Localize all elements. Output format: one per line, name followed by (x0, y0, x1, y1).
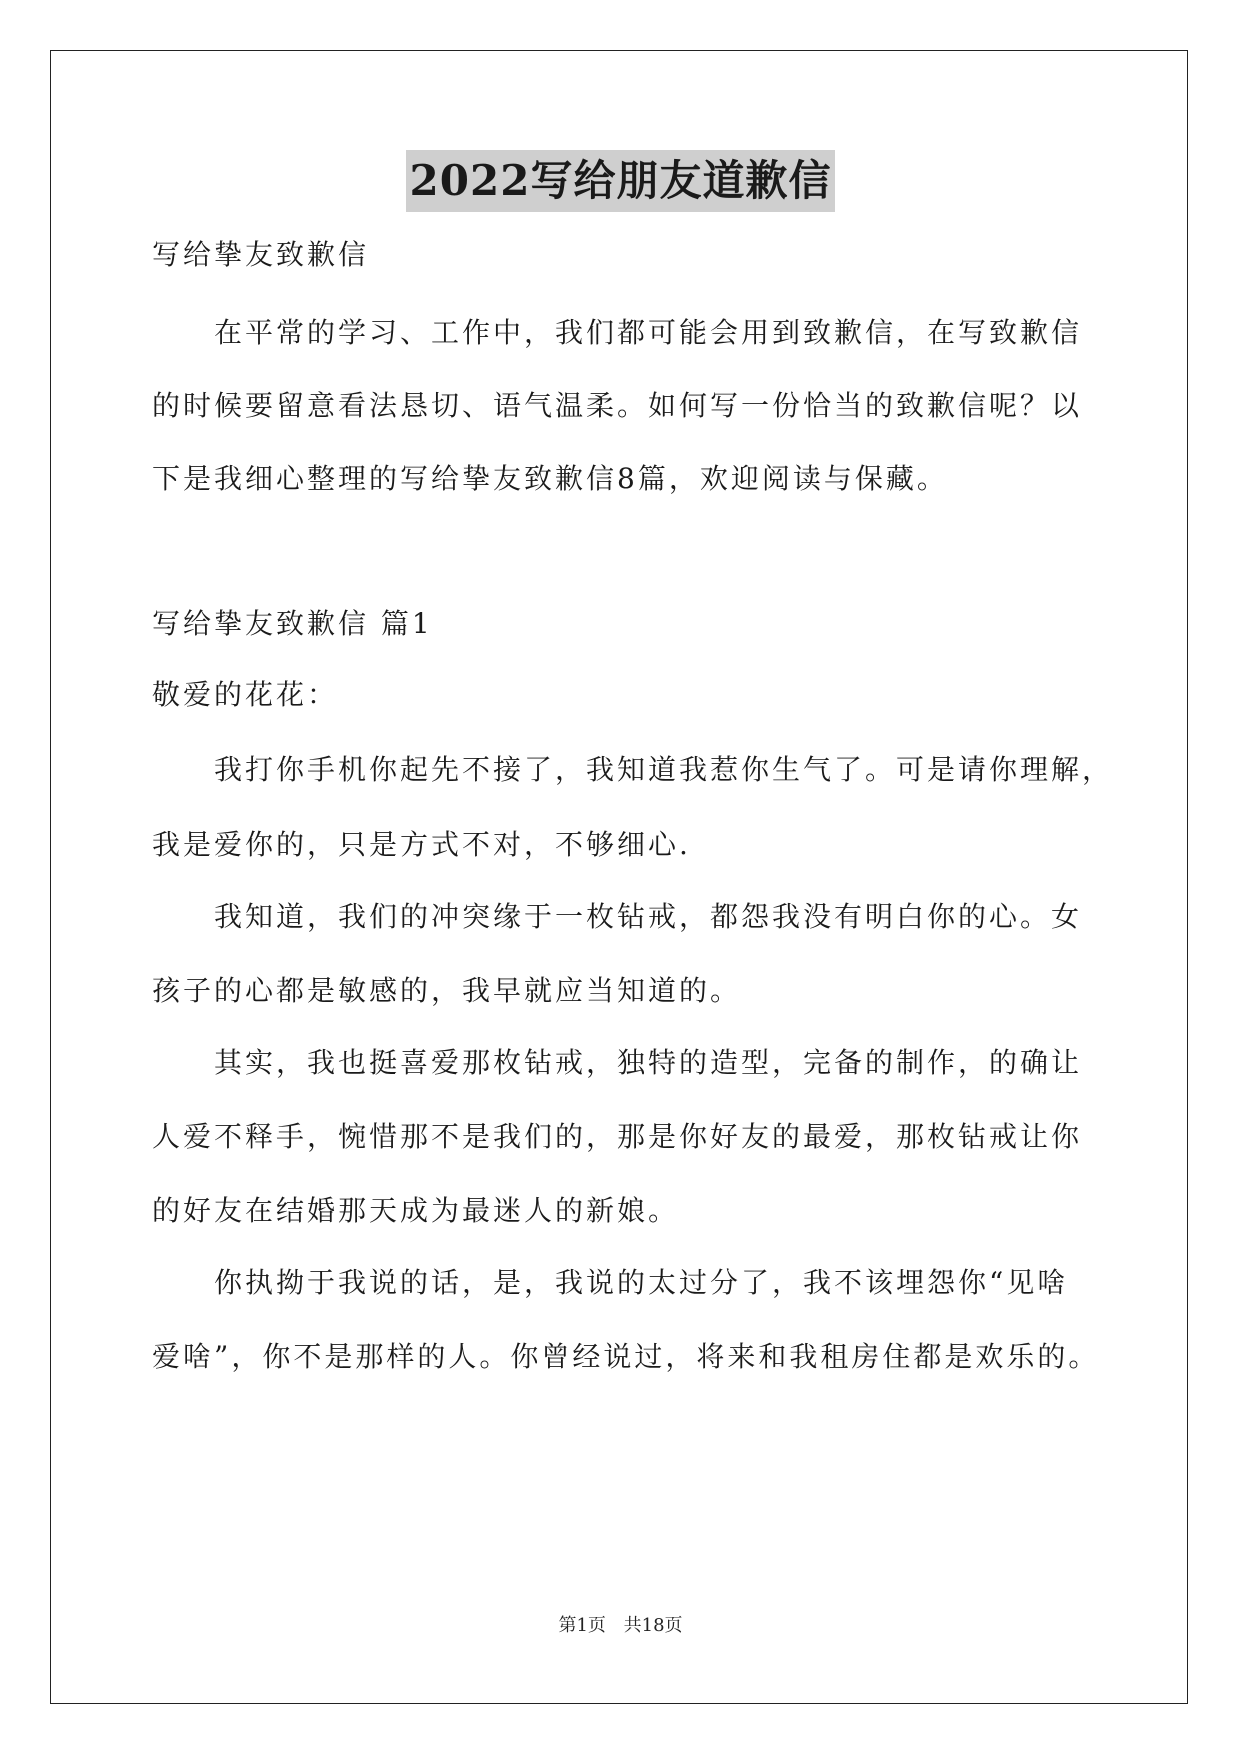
paragraph-line: 下是我细心整理的写给挚友致歉信8篇，欢迎阅读与保藏。 (152, 462, 948, 495)
paragraph-line: 其实，我也挺喜爱那枚钻戒，独特的造型，完备的制作，的确让 (214, 1046, 1083, 1079)
paragraph-line: 我打你手机你起先不接了，我知道我惹你生气了。可是请你理解， (214, 753, 1114, 786)
page-border (50, 50, 1188, 1704)
article-heading: 写给挚友致歉信 篇1 (152, 607, 433, 640)
paragraph-line: 我知道，我们的冲突缘于一枚钻戒，都怨我没有明白你的心。女 (214, 900, 1083, 933)
title-container (0, 150, 1241, 212)
paragraph-line: 的时候要留意看法恳切、语气温柔。如何写一份恰当的致歉信呢？以 (152, 389, 1083, 422)
section-heading: 写给挚友致歉信 (152, 238, 370, 271)
paragraph-line: 爱啥”，你不是那样的人。你曾经说过，将来和我租房住都是欢乐的。 (152, 1340, 1100, 1373)
paragraph-line: 在平常的学习、工作中，我们都可能会用到致歉信，在写致歉信 (214, 316, 1083, 349)
paragraph-line: 人爱不释手，惋惜那不是我们的，那是你好友的最爱，那枚钻戒让你 (152, 1120, 1083, 1153)
document-title: 2022写给朋友道歉信 (406, 150, 836, 212)
paragraph-line: 孩子的心都是敏感的，我早就应当知道的。 (152, 974, 742, 1007)
paragraph-line: 我是爱你的，只是方式不对，不够细心. (152, 828, 691, 861)
page-footer (0, 1614, 1241, 1638)
paragraph-line: 你执拗于我说的话，是，我说的太过分了，我不该埋怨你“见啥 (214, 1266, 1069, 1299)
paragraph-line: 的好友在结婚那天成为最迷人的新娘。 (152, 1194, 680, 1227)
salutation: 敬爱的花花： (152, 678, 339, 711)
page-number: 第1页 (558, 1615, 606, 1636)
page-total: 共18页 (623, 1615, 683, 1636)
